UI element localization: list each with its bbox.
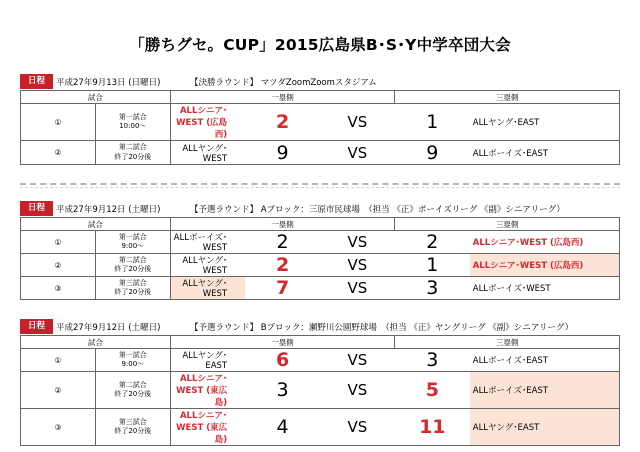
match-game: 第一試合 xyxy=(118,112,147,121)
away-team: ALLシニア･WEST (広島西) xyxy=(470,254,620,277)
section-date: 平成27年9月12日 (土曜日) xyxy=(56,204,161,215)
away-col-header: 三塁側 xyxy=(395,336,620,349)
game-col-header: 試合 xyxy=(21,218,171,231)
away-score: 5 xyxy=(395,372,470,409)
game-col-header: 試合 xyxy=(21,91,171,104)
away-team: ALLシニア･WEST (広島西) xyxy=(470,231,620,254)
section-header xyxy=(20,73,620,90)
home-team: ALLヤング･WEST xyxy=(170,141,245,165)
away-col-header: 三塁側 xyxy=(395,218,620,231)
table-row xyxy=(21,409,620,446)
match-label xyxy=(95,231,170,254)
section-divider xyxy=(20,183,620,185)
schedule-tag: 日程 xyxy=(20,201,53,216)
home-team: ALLシニア･WEST (広島西) xyxy=(170,104,245,141)
schedule-section-block-a xyxy=(20,200,620,300)
home-team: ALLボーイズ･WEST xyxy=(170,231,245,254)
match-number: ② xyxy=(21,254,96,277)
match-time: 10:00～ xyxy=(119,122,147,130)
home-score: 3 xyxy=(245,372,320,409)
home-team: ALLヤング･EAST xyxy=(170,349,245,372)
match-label xyxy=(95,349,170,372)
section-round: 【予選ラウンド】 Aブロック：三原市民球場 （担当 《正》ボーイズリーグ 《副》シニアリーグ） xyxy=(190,204,565,215)
match-time: 9:00～ xyxy=(121,360,145,368)
schedule-tag: 日程 xyxy=(20,74,53,89)
section-divider xyxy=(20,187,620,188)
table-row xyxy=(21,254,620,277)
home-col-header: 一塁側 xyxy=(170,91,395,104)
game-col-header: 試合 xyxy=(21,336,171,349)
table-row xyxy=(21,104,620,141)
match-label xyxy=(95,254,170,277)
home-team: ALLヤング･WEST xyxy=(170,254,245,277)
vs-label: VS xyxy=(320,141,395,165)
schedule-section-block-b xyxy=(20,318,620,446)
match-label xyxy=(95,104,170,141)
away-team: ALLボーイズ･EAST xyxy=(470,141,620,165)
match-game: 第一試合 xyxy=(118,350,147,359)
match-time: 終了20分後 xyxy=(114,288,152,296)
home-col-header: 一塁側 xyxy=(170,336,395,349)
home-score: 4 xyxy=(245,409,320,446)
vs-label: VS xyxy=(320,254,395,277)
home-score: 7 xyxy=(245,277,320,300)
home-score: 2 xyxy=(245,254,320,277)
away-team: ALLヤング･EAST xyxy=(470,409,620,446)
match-label xyxy=(95,141,170,165)
schedule-tag: 日程 xyxy=(20,319,53,334)
match-game: 第一試合 xyxy=(118,232,147,241)
away-score: 11 xyxy=(395,409,470,446)
away-score: 9 xyxy=(395,141,470,165)
match-label xyxy=(95,372,170,409)
home-score: 6 xyxy=(245,349,320,372)
match-label xyxy=(95,277,170,300)
match-number: ② xyxy=(21,372,96,409)
table-header-row xyxy=(21,91,620,104)
match-number: ① xyxy=(21,231,96,254)
home-score: 9 xyxy=(245,141,320,165)
section-round: 【予選ラウンド】 Bブロック：瀬野川公園野球場 （担当 《正》ヤングリーグ 《副》シニアリーグ） xyxy=(190,322,574,333)
away-score: 1 xyxy=(395,104,470,141)
away-score: 2 xyxy=(395,231,470,254)
away-score: 1 xyxy=(395,254,470,277)
match-game: 第三試合 xyxy=(118,278,147,287)
page-title: 「勝ちグセ。CUP」2015広島県B･S･Y中学卒団大会 xyxy=(129,36,511,54)
match-game: 第三試合 xyxy=(118,417,147,426)
home-team: ALLヤング･WEST xyxy=(170,277,245,300)
table-row xyxy=(21,372,620,409)
section-date: 平成27年9月13日 (日曜日) xyxy=(56,77,161,88)
away-score: 3 xyxy=(395,349,470,372)
section-date: 平成27年9月12日 (土曜日) xyxy=(56,322,161,333)
match-time: 終了20分後 xyxy=(114,152,152,161)
vs-label: VS xyxy=(320,409,395,446)
vs-label: VS xyxy=(320,277,395,300)
section-header xyxy=(20,200,620,217)
match-number: ① xyxy=(21,349,96,372)
home-score: 2 xyxy=(245,104,320,141)
section-round: 【決勝ラウンド】 マツダZoomZoomスタジアム xyxy=(190,77,377,88)
match-table xyxy=(20,90,620,165)
match-time: 終了20分後 xyxy=(114,390,152,398)
table-header-row xyxy=(21,218,620,231)
home-team: ALLシニア･WEST (東広島) xyxy=(170,372,245,409)
section-header xyxy=(20,318,620,335)
match-game: 第二試合 xyxy=(118,380,147,389)
away-team: ALLボーイズ･EAST xyxy=(470,349,620,372)
table-row xyxy=(21,141,620,165)
match-table xyxy=(20,217,620,300)
table-row xyxy=(21,277,620,300)
table-row xyxy=(21,231,620,254)
home-score: 2 xyxy=(245,231,320,254)
vs-label: VS xyxy=(320,372,395,409)
match-table xyxy=(20,335,620,446)
match-number: ② xyxy=(21,141,96,165)
away-col-header: 三塁側 xyxy=(395,91,620,104)
match-time: 9:00～ xyxy=(121,242,145,250)
away-score: 3 xyxy=(395,277,470,300)
match-time: 終了20分後 xyxy=(114,265,152,273)
match-number: ③ xyxy=(21,277,96,300)
vs-label: VS xyxy=(320,349,395,372)
vs-label: VS xyxy=(320,104,395,141)
match-game: 第二試合 xyxy=(118,143,147,151)
away-team: ALLヤング･EAST xyxy=(470,104,620,141)
vs-label: VS xyxy=(320,231,395,254)
match-time: 終了20分後 xyxy=(114,427,152,435)
home-col-header: 一塁側 xyxy=(170,218,395,231)
table-row xyxy=(21,349,620,372)
away-team: ALLボーイズ･EAST xyxy=(470,372,620,409)
home-team: ALLシニア･WEST (東広島) xyxy=(170,409,245,446)
match-game: 第二試合 xyxy=(118,255,147,264)
schedule-section-final xyxy=(20,73,620,165)
table-header-row xyxy=(21,336,620,349)
match-number: ③ xyxy=(21,409,96,446)
away-team: ALLボーイズ･WEST xyxy=(470,277,620,300)
match-number: ① xyxy=(21,104,96,141)
match-label xyxy=(95,409,170,446)
